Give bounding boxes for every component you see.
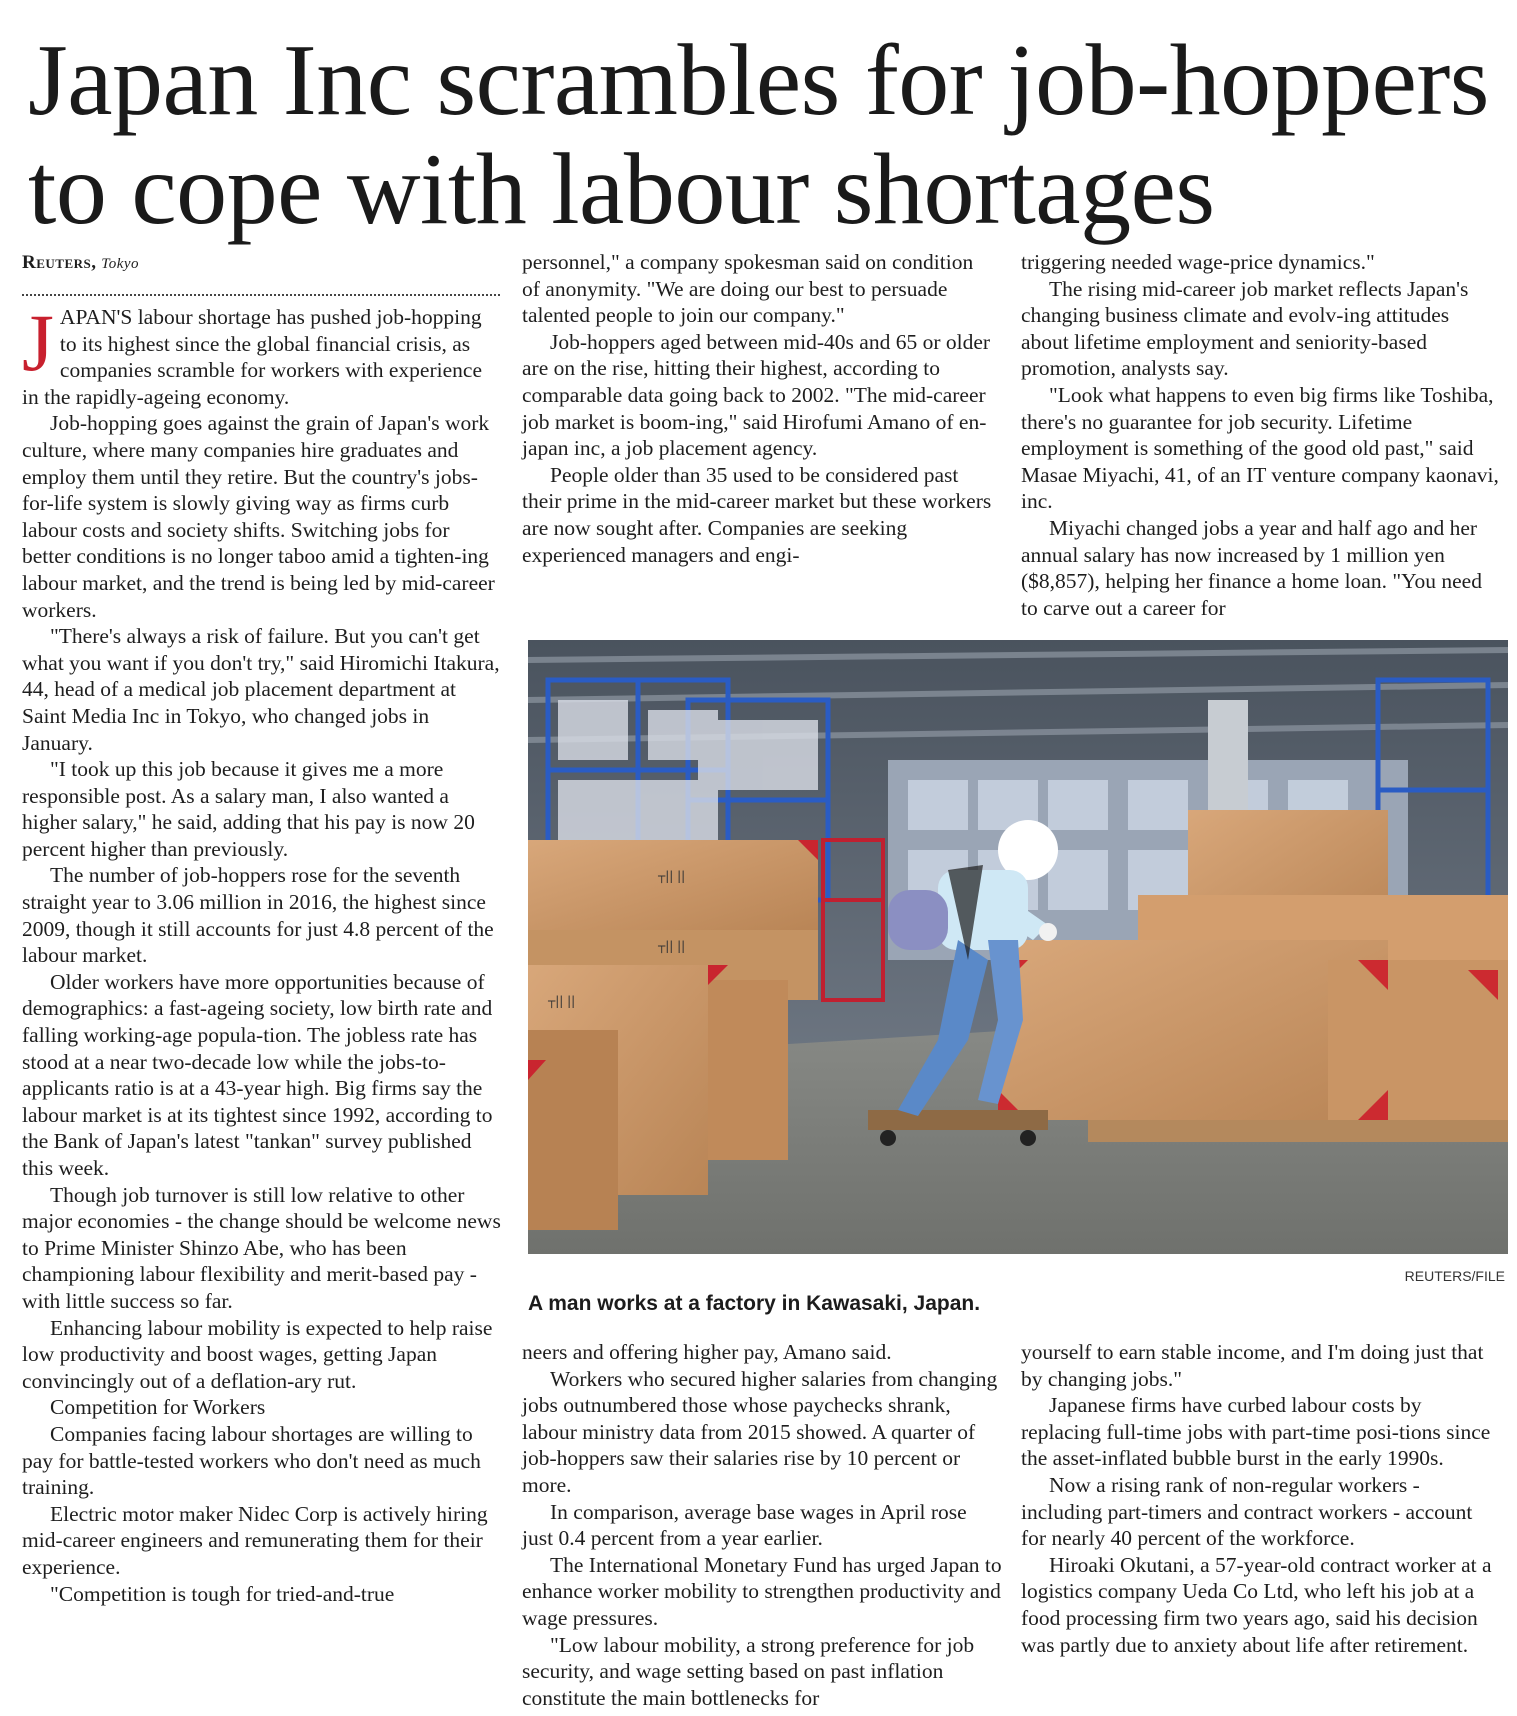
lead-text: APAN'S labour shortage has pushed job-hopping to its highest since the global financial crisis, as companies scramble for workers with experience in the rapidly-ageing economy. xyxy=(22,305,482,409)
paragraph: Hiroaki Okutani, a 57-year-old contract worker at a logistics company Ueda Co Ltd, who left his job at a food processing firm two years ago, said his decision was partly due to anxiety about life after retirement. xyxy=(1021,1552,1492,1657)
paragraph: Japanese firms have curbed labour costs by replacing full-time jobs with part-time posi-tions since the asset-inflated bubble burst in the early 1990s. xyxy=(1021,1393,1491,1471)
paragraph: The rising mid-career job market reflects Japan's changing business climate and evolv-ing attitudes about lifetime employment and seniority-based promotion, analysts say. xyxy=(1021,276,1469,381)
paragraph: Companies facing labour shortages are willing to pay for battle-tested workers who don't need as much training. xyxy=(22,1421,481,1500)
headline-line-1: Japan Inc scrambles for job-hoppers xyxy=(28,24,1490,137)
news-photo xyxy=(528,640,1508,1254)
paragraph: Workers who secured higher salaries from changing jobs outnumbered those whose paychecks shrank, labour ministry data from 2015 showed. A quarter of job-hoppers saw their salaries rise by 10 percent or more. xyxy=(522,1366,998,1497)
lead-paragraph xyxy=(22,297,502,410)
paragraph: "Competition is tough for tried-and-true xyxy=(50,1581,395,1606)
paragraph: "There's always a risk of failure. But you can't get what you want if you don't try," said Hiromichi Itakura, 44, head of a medical job placement department at Saint Media Inc in Tokyo, who changed jobs in January. xyxy=(22,624,500,755)
byline-place: Tokyo xyxy=(101,256,140,272)
column-2-bottom xyxy=(522,1339,1002,1711)
photo-caption: A man works at a factory in Kawasaki, Japan. xyxy=(528,1292,981,1315)
paragraph: Enhancing labour mobility is expected to help raise low productivity and boost wages, getting Japan convincingly out of a deflation-ary rut. xyxy=(22,1315,493,1393)
column-3-top xyxy=(1021,249,1501,621)
paragraph: Electric motor maker Nidec Corp is actively hiring mid-career engineers and remunerating them for their experience. xyxy=(22,1501,488,1579)
paragraph: The International Monetary Fund has urged Japan to enhance worker mobility to strengthen productivity and wage pressures. xyxy=(522,1552,1002,1630)
paragraph-continued: triggering needed wage-price dynamics." xyxy=(1021,250,1375,274)
paragraph: Now a rising rank of non-regular workers - including part-timers and contract workers - account for nearly 40 percent of the workforce. xyxy=(1021,1472,1473,1551)
paragraph-continued: personnel," a company spokesman said on condition of anonymity. "We are doing our best to persuade talented people to join our company." xyxy=(522,250,974,328)
paragraph: Miyachi changed jobs a year and half ago and her annual salary has now increased by 1 million yen ($8,857), helping her finance a home loan. "You need to carve out a career for xyxy=(1021,515,1482,620)
box-marking: ┬|| || xyxy=(658,869,686,883)
paragraph: In comparison, average base wages in April rose just 0.4 percent from a year earlier. xyxy=(522,1499,967,1551)
headline-line-2: to cope with labour shortages xyxy=(28,133,1215,246)
photo-credit: REUTERS/FILE xyxy=(1404,1268,1505,1284)
paragraph: Job-hopping goes against the grain of Japan's work culture, where many companies hire graduates and employ them until they retire. But the country's jobs-for-life system is slowly giving way as firms curb labour costs and society shifts. Switching jobs for better conditions is no longer taboo amid a tighten-ing labour market, and the trend is being led by mid-career workers. xyxy=(22,411,495,622)
box-marking: ┬|| || xyxy=(548,994,576,1008)
column-1 xyxy=(22,253,502,1607)
subheading: Competition for Workers xyxy=(50,1395,266,1420)
drop-cap: J xyxy=(22,297,54,388)
column-2-top xyxy=(522,249,992,568)
paragraph-continued: yourself to earn stable income, and I'm doing just that by changing jobs." xyxy=(1021,1340,1484,1391)
paragraph: Job-hoppers aged between mid-40s and 65 or older are on the rise, hitting their highest, according to comparable data going back to 2002. "The mid-career job market is boom-ing," said Hirofumi Amano of en-japan inc, a job placement agency. xyxy=(522,329,991,461)
paragraph: Though job turnover is still low relative to other major economies - the change should be welcome news to Prime Minister Shinzo Abe, who has been championing labour flexibility and merit-based pay - with little success so far. xyxy=(22,1182,501,1313)
paragraph: "Low labour mobility, a strong preference for job security, and wage setting based on past inflation constitute the main bottlenecks for xyxy=(522,1632,975,1710)
paragraph-continued: neers and offering higher pay, Amano said. xyxy=(522,1340,892,1364)
paragraph: The number of job-hoppers rose for the seventh straight year to 3.06 million in 2016, the highest since 2009, though it still accounts for just 4.8 percent of the labour market. xyxy=(22,863,494,968)
column-3-bottom xyxy=(1021,1339,1501,1658)
paragraph: People older than 35 used to be considered past their prime in the mid-career market but these workers are now sought after. Companies are seeking experienced managers and engi- xyxy=(522,462,992,567)
paragraph: "Look what happens to even big firms like Toshiba, there's no guarantee for job security. Lifetime employment is something of the good old past," said Masae Miyachi, 41, of an IT venture company kaonavi, inc. xyxy=(1021,382,1499,514)
warehouse-worker-image xyxy=(528,640,1508,1254)
paragraph: "I took up this job because it gives me a more responsible post. As a salary man, I also wanted a higher salary," he said, adding that his pay is now 20 percent higher than previously. xyxy=(22,757,475,861)
paragraph: Older workers have more opportunities because of demographics: a fast-ageing society, low birth rate and falling working-age popula-tion. The jobless rate has stood at a near two-decade low while the jobs-to-applicants ratio is at a 43-year high. Big firms say the labour market is at its tightest since 1992, according to the Bank of Japan's latest "tankan" survey published this week. xyxy=(22,969,493,1180)
dotted-divider xyxy=(22,294,500,296)
headline xyxy=(28,26,1498,244)
byline-agency: Reuters, xyxy=(22,252,97,273)
box-marking: ┬|| || xyxy=(658,939,686,953)
byline xyxy=(22,253,502,274)
